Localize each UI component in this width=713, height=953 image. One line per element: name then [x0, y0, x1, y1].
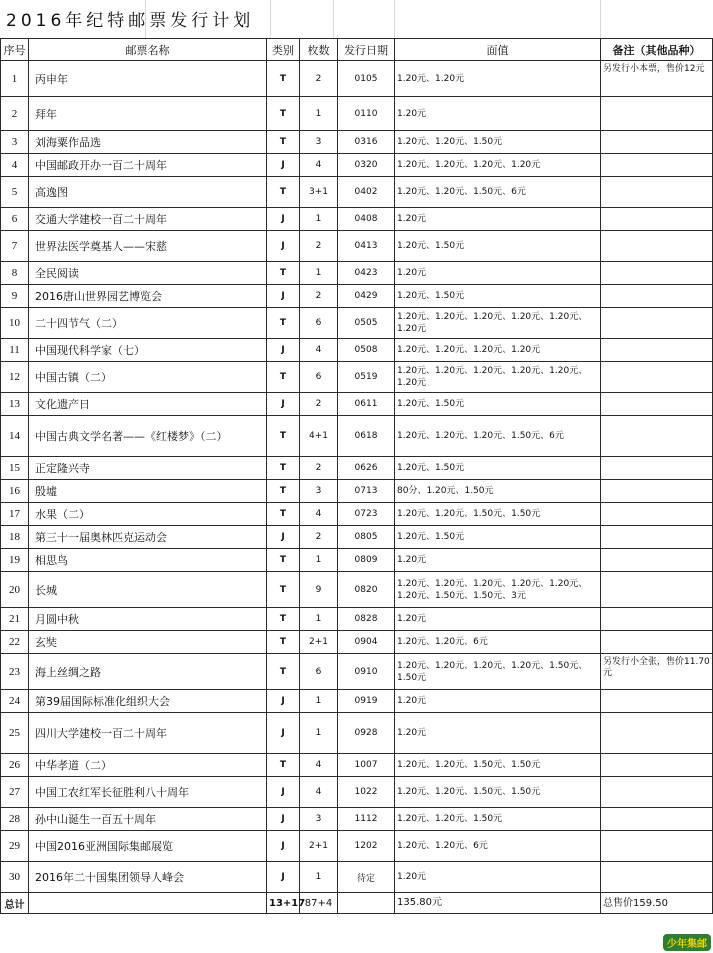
- row-count: 3+1: [300, 177, 338, 208]
- row-note: [601, 457, 713, 480]
- row-date: 0713: [338, 480, 395, 503]
- row-seq: 19: [1, 549, 29, 572]
- row-value: 1.20元、1.20元: [395, 61, 601, 97]
- table-row: [1, 97, 713, 131]
- row-note: [601, 572, 713, 608]
- row-count: 9: [300, 572, 338, 608]
- row-count: 1: [300, 97, 338, 131]
- row-name: 月圆中秋: [29, 608, 267, 631]
- table-row: [1, 713, 713, 754]
- row-count: 1: [300, 862, 338, 893]
- row-date: 0919: [338, 690, 395, 713]
- row-date: 0820: [338, 572, 395, 608]
- row-date: 0618: [338, 416, 395, 457]
- total-row: [1, 893, 713, 914]
- table-row: [1, 416, 713, 457]
- row-name: 中国邮政开办一百二十周年: [29, 154, 267, 177]
- row-name: 海上丝绸之路: [29, 654, 267, 690]
- row-count: 4: [300, 754, 338, 777]
- row-seq: 26: [1, 754, 29, 777]
- row-count: 2: [300, 231, 338, 262]
- row-value: 1.20元、1.50元: [395, 457, 601, 480]
- row-count: 3: [300, 808, 338, 831]
- row-category: J: [267, 285, 300, 308]
- row-note: [601, 177, 713, 208]
- table-row: [1, 362, 713, 393]
- row-name: 世界法医学奠基人——宋慈: [29, 231, 267, 262]
- row-count: 2+1: [300, 631, 338, 654]
- row-value: 1.20元、1.50元: [395, 393, 601, 416]
- row-date: 0320: [338, 154, 395, 177]
- row-name: 2016年二十国集团领导人峰会: [29, 862, 267, 893]
- row-name: 中国工农红军长征胜利八十周年: [29, 777, 267, 808]
- row-note: [601, 362, 713, 393]
- row-count: 6: [300, 308, 338, 339]
- row-date: 0626: [338, 457, 395, 480]
- row-seq: 7: [1, 231, 29, 262]
- row-note: [601, 862, 713, 893]
- row-value: 1.20元、1.20元、6元: [395, 631, 601, 654]
- header-note: 备注（其他品种）: [601, 39, 713, 61]
- row-value: 1.20元: [395, 713, 601, 754]
- table-row: [1, 231, 713, 262]
- row-seq: 16: [1, 480, 29, 503]
- row-note: [601, 393, 713, 416]
- row-category: T: [267, 416, 300, 457]
- table-row: [1, 754, 713, 777]
- row-date: 0508: [338, 339, 395, 362]
- row-note: [601, 480, 713, 503]
- header-count: 枚数: [300, 39, 338, 61]
- row-category: J: [267, 808, 300, 831]
- table-row: [1, 503, 713, 526]
- row-count: 4: [300, 339, 338, 362]
- row-category: T: [267, 457, 300, 480]
- total-category: 13+17: [267, 893, 300, 914]
- row-count: 4+1: [300, 416, 338, 457]
- row-count: 2: [300, 285, 338, 308]
- row-category: J: [267, 208, 300, 231]
- row-value: 1.20元: [395, 208, 601, 231]
- row-value: 1.20元、1.50元: [395, 285, 601, 308]
- row-category: J: [267, 154, 300, 177]
- row-category: T: [267, 308, 300, 339]
- row-name: 第39届国际标准化组织大会: [29, 690, 267, 713]
- row-category: J: [267, 862, 300, 893]
- table-row: [1, 777, 713, 808]
- row-seq: 2: [1, 97, 29, 131]
- row-value: 1.20元、1.20元、1.20元、1.20元: [395, 154, 601, 177]
- table-row: [1, 862, 713, 893]
- row-seq: 15: [1, 457, 29, 480]
- row-category: J: [267, 526, 300, 549]
- row-value: 1.20元、1.20元、1.50元、1.50元: [395, 503, 601, 526]
- row-category: J: [267, 393, 300, 416]
- grid-line: [270, 0, 271, 38]
- row-category: T: [267, 754, 300, 777]
- watermark-logo: 少年集邮: [663, 934, 711, 951]
- row-date: 1202: [338, 831, 395, 862]
- row-category: T: [267, 362, 300, 393]
- row-note: [601, 308, 713, 339]
- total-name: [29, 893, 267, 914]
- row-seq: 4: [1, 154, 29, 177]
- row-name: 高逸图: [29, 177, 267, 208]
- row-name: 水果（二）: [29, 503, 267, 526]
- row-date: 0723: [338, 503, 395, 526]
- header-seq: 序号: [1, 39, 29, 61]
- total-label: 总计: [1, 893, 29, 914]
- table-row: [1, 608, 713, 631]
- row-seq: 27: [1, 777, 29, 808]
- row-value: 1.20元、1.20元、1.20元、1.20元、1.20元、1.20元、1.50元、1.50元、3元: [395, 572, 601, 608]
- row-date: 0904: [338, 631, 395, 654]
- row-note: [601, 97, 713, 131]
- table-row: [1, 339, 713, 362]
- row-value: 1.20元、1.20元、1.50元: [395, 131, 601, 154]
- row-note: [601, 231, 713, 262]
- row-note: [601, 131, 713, 154]
- row-name: 中国2016亚洲国际集邮展览: [29, 831, 267, 862]
- row-seq: 14: [1, 416, 29, 457]
- table-row: [1, 690, 713, 713]
- row-count: 2: [300, 457, 338, 480]
- row-date: 0611: [338, 393, 395, 416]
- row-date: 0809: [338, 549, 395, 572]
- row-category: T: [267, 654, 300, 690]
- table-body: [1, 61, 713, 893]
- row-seq: 12: [1, 362, 29, 393]
- row-count: 6: [300, 362, 338, 393]
- row-count: 3: [300, 480, 338, 503]
- row-seq: 1: [1, 61, 29, 97]
- row-category: T: [267, 61, 300, 97]
- row-value: 1.20元、1.20元、1.50元、6元: [395, 177, 601, 208]
- row-date: 0805: [338, 526, 395, 549]
- row-seq: 29: [1, 831, 29, 862]
- row-date: 0429: [338, 285, 395, 308]
- row-seq: 13: [1, 393, 29, 416]
- row-name: 玄奘: [29, 631, 267, 654]
- table-row: [1, 457, 713, 480]
- row-count: 4: [300, 777, 338, 808]
- row-category: T: [267, 608, 300, 631]
- row-value: 1.20元、1.20元、1.50元、1.50元: [395, 777, 601, 808]
- row-seq: 23: [1, 654, 29, 690]
- row-note: [601, 262, 713, 285]
- row-note: [601, 608, 713, 631]
- table-row: [1, 526, 713, 549]
- row-note: [601, 713, 713, 754]
- row-date: 0423: [338, 262, 395, 285]
- row-note: 另发行小本票，售价12元: [601, 61, 713, 97]
- row-value: 1.20元: [395, 608, 601, 631]
- row-value: 1.20元、1.20元、1.50元: [395, 808, 601, 831]
- row-seq: 9: [1, 285, 29, 308]
- table-row: [1, 262, 713, 285]
- row-category: J: [267, 231, 300, 262]
- row-date: 0105: [338, 61, 395, 97]
- row-seq: 20: [1, 572, 29, 608]
- grid-line: [394, 0, 395, 38]
- row-note: [601, 777, 713, 808]
- row-note: [601, 339, 713, 362]
- row-category: T: [267, 631, 300, 654]
- row-seq: 17: [1, 503, 29, 526]
- table-row: [1, 308, 713, 339]
- row-value: 1.20元、1.20元、1.20元、1.50元、6元: [395, 416, 601, 457]
- table-row: [1, 808, 713, 831]
- row-count: 6: [300, 654, 338, 690]
- row-count: 1: [300, 608, 338, 631]
- row-value: 80分、1.20元、1.50元: [395, 480, 601, 503]
- row-name: 二十四节气（二）: [29, 308, 267, 339]
- row-count: 2: [300, 61, 338, 97]
- row-name: 殷墟: [29, 480, 267, 503]
- row-date: 0910: [338, 654, 395, 690]
- row-seq: 5: [1, 177, 29, 208]
- table-row: [1, 549, 713, 572]
- row-count: 3: [300, 131, 338, 154]
- row-value: 1.20元、1.50元: [395, 526, 601, 549]
- row-date: 1007: [338, 754, 395, 777]
- row-date: 0519: [338, 362, 395, 393]
- row-category: J: [267, 831, 300, 862]
- row-category: T: [267, 97, 300, 131]
- grid-line: [333, 0, 334, 38]
- row-date: 0402: [338, 177, 395, 208]
- row-count: 2: [300, 393, 338, 416]
- header-value: 面值: [395, 39, 601, 61]
- row-category: J: [267, 713, 300, 754]
- page-title: 2016年纪特邮票发行计划: [6, 11, 255, 31]
- row-date: 0828: [338, 608, 395, 631]
- row-note: [601, 154, 713, 177]
- table-row: [1, 131, 713, 154]
- row-seq: 30: [1, 862, 29, 893]
- row-name: 长城: [29, 572, 267, 608]
- row-date: 0408: [338, 208, 395, 231]
- row-note: [601, 208, 713, 231]
- row-seq: 8: [1, 262, 29, 285]
- row-category: J: [267, 777, 300, 808]
- total-count: 87+4: [300, 893, 338, 914]
- row-name: 中国现代科学家（七）: [29, 339, 267, 362]
- row-note: 另发行小全张，售价11.70元: [601, 654, 713, 690]
- row-date: 0505: [338, 308, 395, 339]
- row-name: 丙申年: [29, 61, 267, 97]
- table-row: [1, 154, 713, 177]
- row-value: 1.20元、1.50元: [395, 231, 601, 262]
- row-value: 1.20元: [395, 262, 601, 285]
- table-row: [1, 61, 713, 97]
- row-category: J: [267, 690, 300, 713]
- row-name: 中国古镇（二）: [29, 362, 267, 393]
- row-count: 1: [300, 690, 338, 713]
- row-note: [601, 503, 713, 526]
- row-value: 1.20元、1.20元、1.20元、1.20元、1.20元、1.20元: [395, 362, 601, 393]
- table-row: [1, 480, 713, 503]
- table-row: [1, 654, 713, 690]
- row-date: 1112: [338, 808, 395, 831]
- row-note: [601, 526, 713, 549]
- row-note: [601, 754, 713, 777]
- row-seq: 11: [1, 339, 29, 362]
- table-row: [1, 285, 713, 308]
- row-seq: 22: [1, 631, 29, 654]
- table-row: [1, 177, 713, 208]
- header-date: 发行日期: [338, 39, 395, 61]
- row-value: 1.20元、1.20元、6元: [395, 831, 601, 862]
- row-count: 4: [300, 154, 338, 177]
- stamp-schedule-table: [0, 38, 713, 914]
- header-row: [1, 39, 713, 61]
- table-row: [1, 208, 713, 231]
- row-date: 待定: [338, 862, 395, 893]
- row-count: 1: [300, 208, 338, 231]
- row-name: 相思鸟: [29, 549, 267, 572]
- row-note: [601, 285, 713, 308]
- row-category: T: [267, 177, 300, 208]
- row-seq: 3: [1, 131, 29, 154]
- row-note: [601, 549, 713, 572]
- row-value: 1.20元、1.20元、1.50元、1.50元: [395, 754, 601, 777]
- row-seq: 18: [1, 526, 29, 549]
- table-row: [1, 831, 713, 862]
- row-category: T: [267, 572, 300, 608]
- row-date: 0928: [338, 713, 395, 754]
- row-value: 1.20元、1.20元、1.20元、1.20元: [395, 339, 601, 362]
- row-name: 孙中山诞生一百五十周年: [29, 808, 267, 831]
- table-row: [1, 393, 713, 416]
- table-row: [1, 631, 713, 654]
- header-category: 类别: [267, 39, 300, 61]
- table-row: [1, 572, 713, 608]
- total-note: 总售价159.50: [601, 893, 713, 914]
- row-value: 1.20元: [395, 97, 601, 131]
- row-name: 交通大学建校一百二十周年: [29, 208, 267, 231]
- row-seq: 21: [1, 608, 29, 631]
- total-value: 135.80元: [395, 893, 601, 914]
- row-value: 1.20元: [395, 690, 601, 713]
- title-row: [0, 0, 713, 38]
- row-value: 1.20元: [395, 862, 601, 893]
- row-note: [601, 416, 713, 457]
- row-seq: 10: [1, 308, 29, 339]
- row-name: 2016唐山世界园艺博览会: [29, 285, 267, 308]
- row-name: 第三十一届奥林匹克运动会: [29, 526, 267, 549]
- row-date: 0413: [338, 231, 395, 262]
- row-name: 四川大学建校一百二十周年: [29, 713, 267, 754]
- row-date: 0110: [338, 97, 395, 131]
- row-name: 中华孝道（二）: [29, 754, 267, 777]
- row-seq: 6: [1, 208, 29, 231]
- row-value: 1.20元、1.20元、1.20元、1.20元、1.50元、1.50元: [395, 654, 601, 690]
- row-name: 文化遗产日: [29, 393, 267, 416]
- row-category: T: [267, 549, 300, 572]
- row-seq: 25: [1, 713, 29, 754]
- grid-line: [600, 0, 601, 38]
- row-category: T: [267, 503, 300, 526]
- row-value: 1.20元、1.20元、1.20元、1.20元、1.20元、1.20元: [395, 308, 601, 339]
- row-count: 1: [300, 549, 338, 572]
- row-name: 正定隆兴寺: [29, 457, 267, 480]
- row-value: 1.20元: [395, 549, 601, 572]
- row-date: 0316: [338, 131, 395, 154]
- row-count: 1: [300, 262, 338, 285]
- row-note: [601, 631, 713, 654]
- row-name: 中国古典文学名著——《红楼梦》（二）: [29, 416, 267, 457]
- row-name: 全民阅读: [29, 262, 267, 285]
- row-count: 4: [300, 503, 338, 526]
- row-name: 刘海粟作品选: [29, 131, 267, 154]
- row-category: T: [267, 480, 300, 503]
- row-note: [601, 831, 713, 862]
- row-count: 1: [300, 713, 338, 754]
- row-count: 2: [300, 526, 338, 549]
- row-seq: 24: [1, 690, 29, 713]
- row-count: 2+1: [300, 831, 338, 862]
- row-date: 1022: [338, 777, 395, 808]
- row-category: T: [267, 262, 300, 285]
- row-note: [601, 808, 713, 831]
- row-name: 拜年: [29, 97, 267, 131]
- row-note: [601, 690, 713, 713]
- row-category: T: [267, 131, 300, 154]
- row-category: J: [267, 339, 300, 362]
- total-date: [338, 893, 395, 914]
- header-name: 邮票名称: [29, 39, 267, 61]
- row-seq: 28: [1, 808, 29, 831]
